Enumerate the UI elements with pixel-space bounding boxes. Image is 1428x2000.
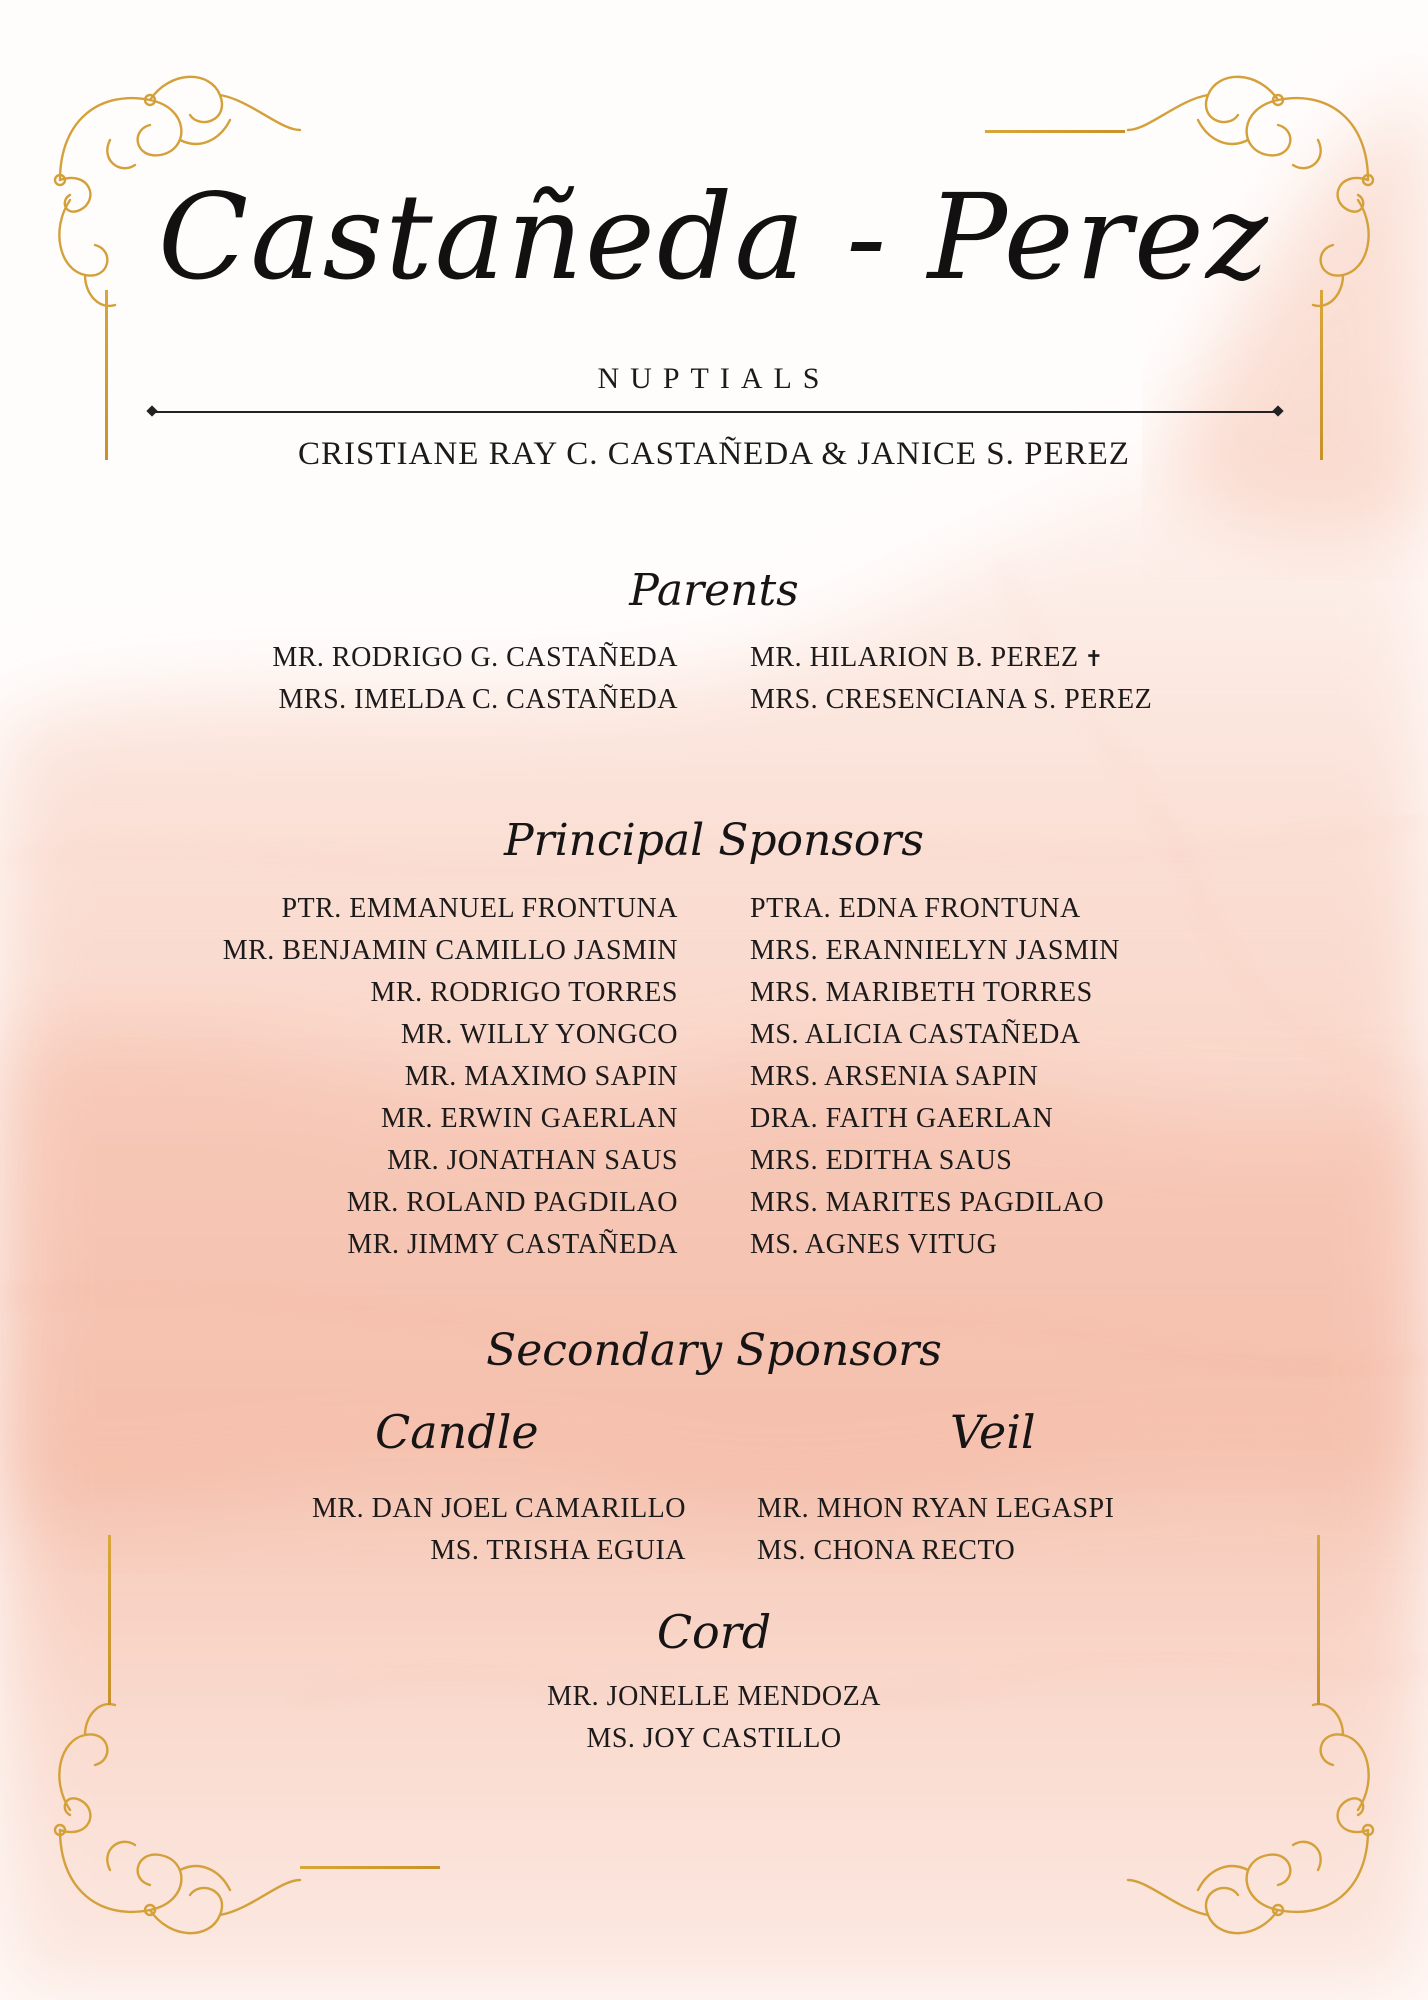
list-item: MR. JIMMY CASTAÑEDA <box>347 1229 678 1260</box>
list-item: MRS. IMELDA C. CASTAÑEDA <box>278 684 678 715</box>
list-item: MR. JONATHAN SAUS <box>387 1145 678 1176</box>
parents-heading: Parents <box>629 565 799 616</box>
secondary-sponsors-heading: Secondary Sponsors <box>486 1325 942 1376</box>
candle-heading: Candle <box>375 1405 539 1459</box>
list-item: MR. MAXIMO SAPIN <box>404 1061 678 1092</box>
page-subtitle: NUPTIALS <box>597 362 831 395</box>
cord-heading: Cord <box>656 1605 772 1659</box>
list-item: MRS. ARSENIA SAPIN <box>750 1061 1039 1092</box>
candle-sponsors <box>312 1488 686 1572</box>
list-item: MRS. MARITES PAGDILAO <box>750 1187 1105 1218</box>
list-item: MS. ALICIA CASTAÑEDA <box>750 1019 1081 1050</box>
list-item: MR. MHON RYAN LEGASPI <box>757 1493 1115 1524</box>
list-item: MS. CHONA RECTO <box>757 1535 1016 1566</box>
list-item: MR. RODRIGO G. CASTAÑEDA <box>272 642 678 673</box>
list-item: MR. RODRIGO TORRES <box>370 977 678 1008</box>
couple-names: CRISTIANE RAY C. CASTAÑEDA & JANICE S. PEREZ <box>298 436 1130 472</box>
list-item: MR. ROLAND PAGDILAO <box>346 1187 678 1218</box>
list-item: MR. ERWIN GAERLAN <box>380 1103 678 1134</box>
list-item: MR. DAN JOEL CAMARILLO <box>312 1493 686 1524</box>
principal-sponsors-left <box>223 888 678 1266</box>
list-item: MR. WILLY YONGCO <box>400 1019 678 1050</box>
parents-groom-side <box>272 637 678 721</box>
list-item: MR. JONELLE MENDOZA <box>547 1681 881 1712</box>
list-item: MRS. EDITHA SAUS <box>750 1145 1013 1176</box>
gold-border-line-top-right <box>985 130 1125 133</box>
list-item <box>750 637 1152 679</box>
list-item: MRS. ERANNIELYN JASMIN <box>750 935 1120 966</box>
list-item: DRA. FAITH GAERLAN <box>750 1103 1054 1134</box>
veil-heading: Veil <box>950 1405 1036 1459</box>
parents-bride-side <box>750 637 1152 721</box>
list-item: MS. AGNES VITUG <box>750 1229 998 1260</box>
list-item: MS. JOY CASTILLO <box>586 1723 842 1754</box>
veil-sponsors <box>757 1488 1114 1572</box>
list-item: PTR. EMMANUEL FRONTUNA <box>281 893 678 924</box>
list-item: MRS. MARIBETH TORRES <box>750 977 1093 1008</box>
list-item: PTRA. EDNA FRONTUNA <box>750 893 1081 924</box>
list-item-text: MR. HILARION B. PEREZ <box>750 642 1079 673</box>
list-item: MRS. CRESENCIANA S. PEREZ <box>750 684 1153 715</box>
gold-border-line-bottom-left <box>300 1866 440 1869</box>
list-item: MS. TRISHA EGUIA <box>430 1535 686 1566</box>
title-divider <box>152 411 1278 413</box>
principal-sponsors-right <box>750 888 1120 1266</box>
cord-sponsors <box>0 1676 1428 1760</box>
cross-icon: ✝ <box>1084 646 1104 671</box>
principal-sponsors-heading: Principal Sponsors <box>503 815 925 866</box>
list-item: MR. BENJAMIN CAMILLO JASMIN <box>222 935 678 966</box>
page-title: Castañeda - Perez <box>158 168 1270 306</box>
